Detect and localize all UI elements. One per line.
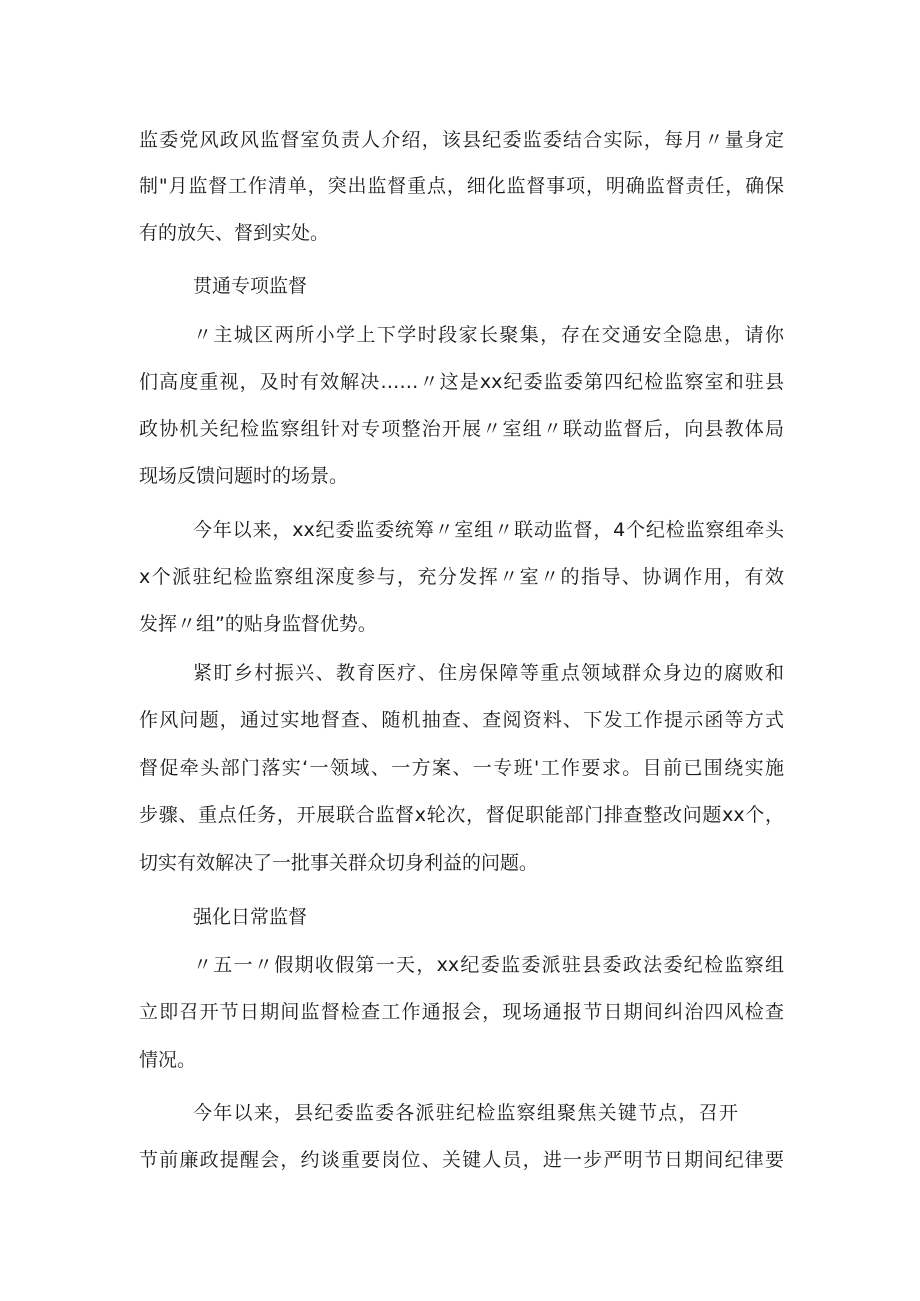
text-line: 作风问题，通过实地督查、随机抽查、查阅资料、下发工作提示函等方式 <box>139 709 784 731</box>
text-line: 立即召开节日期间监督检查工作通报会，现场通报节日期间纠治四风检查 <box>139 1001 784 1023</box>
text-line: 发挥〃组”的贴身监督优势。 <box>139 613 377 635</box>
text-line: 步骤、重点任务，开展联合监督x轮次，督促职能部门排查整改问题xx个， <box>139 804 784 826</box>
text-line: 有的放矢、督到实处。 <box>139 222 330 244</box>
text-line: 督促牵头部门落实‘一领域、一方案、一专班'工作要求。目前已围绕实施 <box>139 757 784 779</box>
section-heading: 强化日常监督 <box>193 906 308 928</box>
text-line: 紧盯乡村振兴、教育医疗、住房保障等重点领域群众身边的腐败和 <box>193 662 784 684</box>
text-line: 现场反馈问题时的场景。 <box>139 465 349 487</box>
text-line: x个派驻纪检监察组深度参与，充分发挥〃室〃的指导、协调作用，有效 <box>139 566 784 588</box>
text-line: 切实有效解决了一批事关群众切身利益的问题。 <box>139 852 539 874</box>
text-line: 今年以来，xx纪委监委统筹〃室组〃联动监督，4个纪检监察组牵头 <box>193 519 784 541</box>
text-line: 政协机关纪检监察组针对专项整治开展〃室组〃联动监督后，向县教体局 <box>139 418 784 440</box>
section-heading: 贯通专项监督 <box>193 275 308 297</box>
text-line: 节前廉政提醒会，约谈重要岗位、关键人员，进一步严明节日期间纪律要 <box>139 1149 784 1171</box>
text-line: 监委党风政风监督室负责人介绍，该县纪委监委结合实际，每月〃量身定 <box>139 129 784 151</box>
text-line: 〃主城区两所小学上下学时段家长聚集，存在交通安全隐患，请你 <box>193 324 784 346</box>
text-line: 今年以来，县纪委监委各派驻纪检监察组聚焦关键节点，召开 <box>193 1102 738 1124</box>
text-line: 制"月监督工作清单，突出监督重点，细化监督事项，明确监督责任，确保 <box>139 175 784 197</box>
text-line: 们高度重视，及时有效解决……〃这是xx纪委监委第四纪检监察室和驻县 <box>139 371 784 393</box>
text-line: 〃五一〃假期收假第一天，xx纪委监委派驻县委政法委纪检监察组 <box>193 954 784 976</box>
text-line: 情况。 <box>139 1049 197 1071</box>
